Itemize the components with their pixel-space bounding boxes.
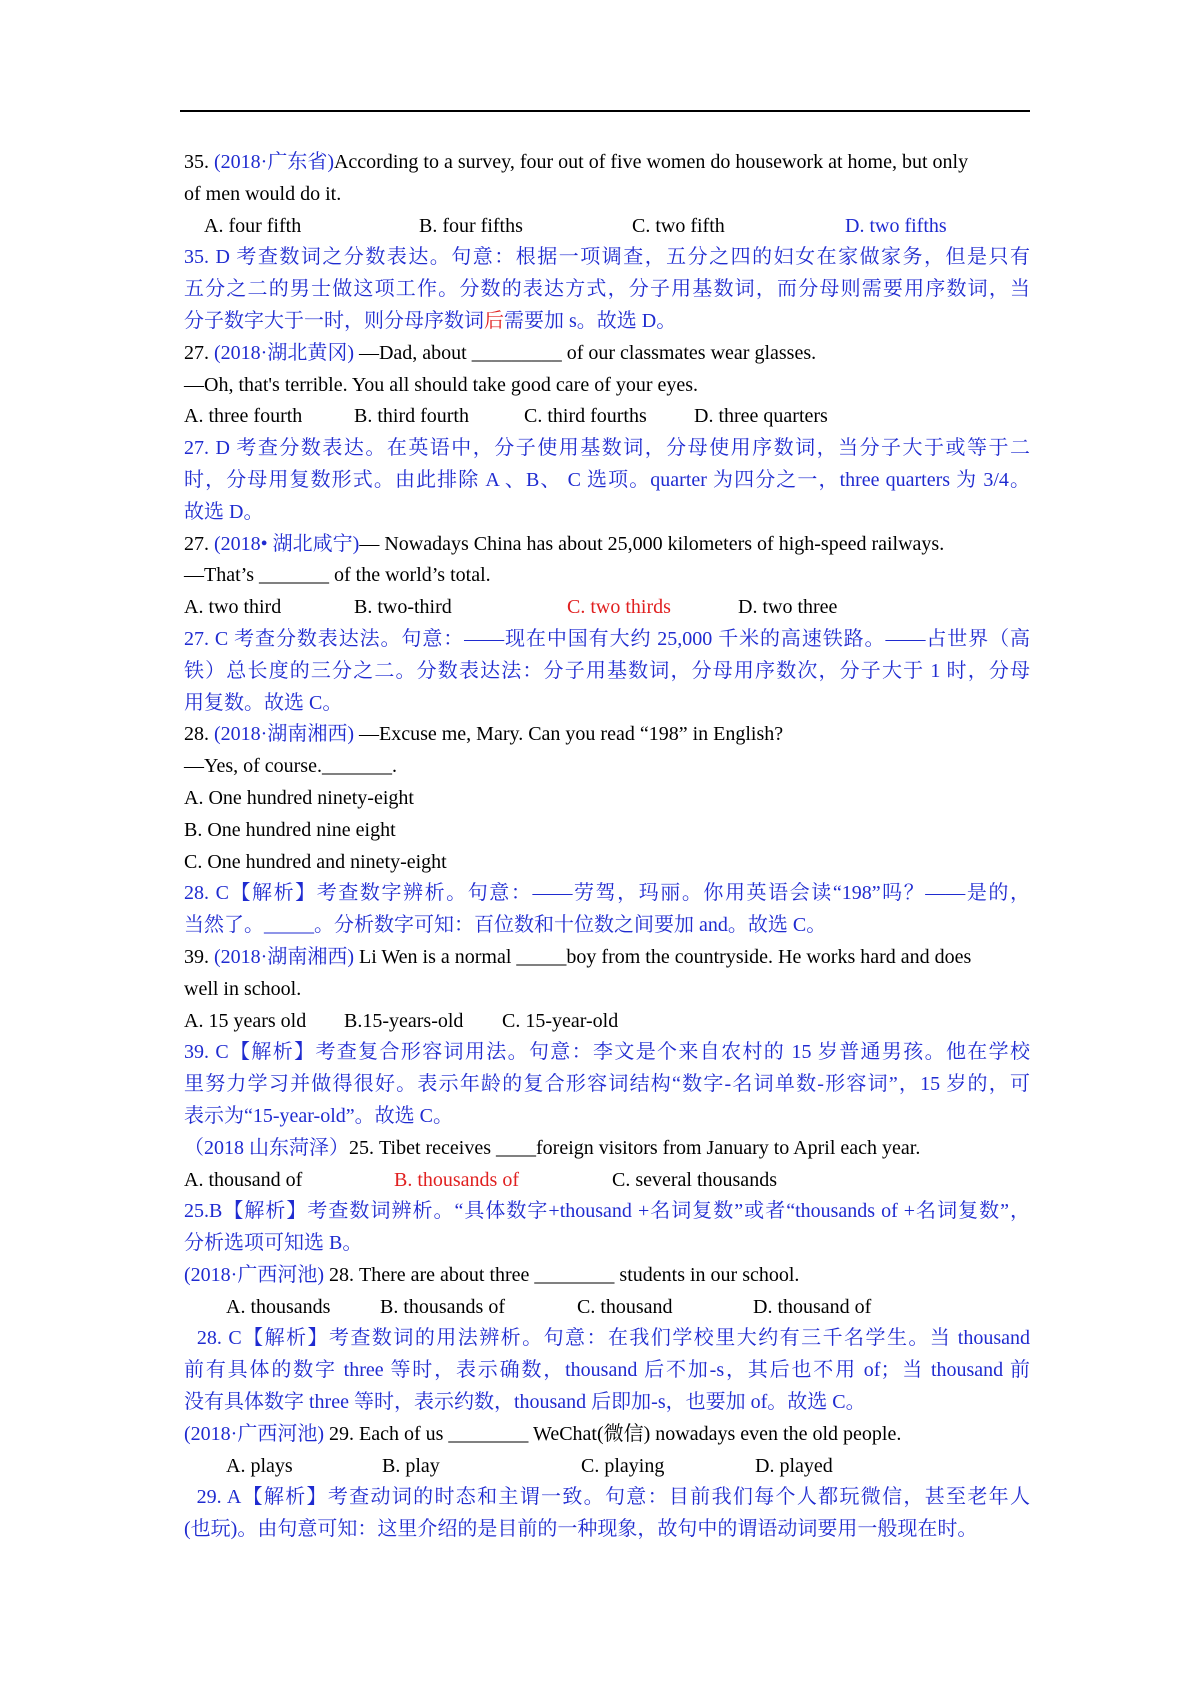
- options-row: [184, 1451, 1030, 1483]
- question-text-cont: —Yes, of course._______.: [184, 755, 397, 778]
- source-tag: （2018 山东菏泽）: [184, 1136, 349, 1159]
- option-d: D. played: [755, 1454, 833, 1477]
- option-b: B. thousands of: [394, 1168, 519, 1191]
- question-27-xianning: [184, 529, 1030, 561]
- option-c: C. third fourths: [524, 405, 647, 428]
- question-text-cont: —Oh, that's terrible. You all should take good care of your eyes.: [184, 373, 699, 396]
- option-b: B. play: [382, 1454, 440, 1477]
- option-a: A. two third: [184, 596, 282, 619]
- source-tag: (2018• 湖北咸宁): [214, 532, 360, 555]
- question-28-hechi: [184, 1260, 1030, 1292]
- question-27-huanggang: [184, 338, 1030, 370]
- option-a: A. thousand of: [184, 1168, 303, 1191]
- analysis-line: 用复数。故选 C。: [184, 691, 343, 714]
- source-tag: (2018·广西河池): [184, 1422, 324, 1445]
- source-tag: (2018·湖南湘西): [214, 945, 354, 968]
- options-row: [184, 1006, 1030, 1038]
- option-b: B. four fifths: [419, 214, 523, 237]
- analysis-line: 当然了。_____。分析数字可知：百位数和十位数之间要加 and。故选 C。: [184, 914, 827, 937]
- analysis-line: (也玩)。由句意可知：这里介绍的是目前的一种现象，故句中的谓语动词要用一般现在时。: [184, 1518, 978, 1541]
- analysis-line: 27. D 考查分数表达。在英语中，分子使用基数词，分母使用序数词，当分子大于或等于二: [184, 437, 1030, 460]
- options-row: [184, 211, 1030, 243]
- question-text: According to a survey, four out of five women do housework at home, but only: [333, 151, 969, 173]
- option-a: A. three fourth: [184, 405, 303, 428]
- question-text: Li Wen is a normal _____boy from the countryside. He works hard and does: [353, 945, 972, 968]
- option-a: A. plays: [226, 1454, 293, 1477]
- option-b: B. two-third: [354, 596, 452, 619]
- question-number: 39.: [184, 945, 209, 968]
- option-d: D. two three: [738, 596, 838, 619]
- source-tag: (2018·广东省): [214, 151, 334, 173]
- option-c: C. One hundred and ninety-eight: [184, 850, 447, 873]
- option-b: B. One hundred nine eight: [184, 818, 396, 841]
- analysis-line: 28. C【解析】考查数字辨析。句意：——劳驾，玛丽。你用英语会读“198”吗？——是的，: [184, 882, 1030, 905]
- option-a: A. 15 years old: [184, 1009, 307, 1032]
- option-b: B. thousands of: [380, 1295, 505, 1318]
- option-c: C. thousand: [577, 1295, 673, 1318]
- option-c: C. several thousands: [612, 1168, 777, 1191]
- question-number: 35.: [184, 151, 209, 173]
- document-body: [184, 147, 1030, 1546]
- option-c: C. 15-year-old: [502, 1009, 619, 1032]
- option-c: C. two thirds: [567, 596, 671, 619]
- analysis-line: 时，分母用复数形式。由此排除 A 、B、 C 选项。quarter 为四分之一，three quarters 为 3/4。: [184, 468, 1030, 491]
- option-d: D. three quarters: [694, 405, 828, 428]
- source-tag: (2018·湖北黄冈): [214, 341, 354, 364]
- option-b: B.15-years-old: [344, 1009, 464, 1032]
- analysis-line: 27. C 考查分数表达法。句意：——现在中国有大约 25,000 千米的高速铁路。——占世界（高: [184, 627, 1030, 650]
- question-text: 28. There are about three ________ students in our school.: [323, 1263, 800, 1286]
- options-row: [184, 592, 1030, 624]
- question-number: 27.: [184, 341, 209, 364]
- question-25: [184, 1133, 1030, 1165]
- question-text-cont: of men would do it.: [184, 182, 342, 205]
- analysis-line: 35. D 考查数词之分数表达。句意：根据一项调查，五分之四的妇女在家做家务，但是只有: [184, 246, 1030, 269]
- analysis-line: 没有具体数字 three 等时，表示约数，thousand 后即加-s，也要加 of。故选 C。: [184, 1391, 866, 1414]
- option-a: A. One hundred ninety-eight: [184, 786, 414, 809]
- question-text: —Dad, about _________ of our classmates wear glasses.: [353, 341, 817, 364]
- analysis-line: 28. C【解析】考查数词的用法辨析。句意：在我们学校里大约有三千名学生。当 thousand: [184, 1327, 1030, 1350]
- question-35: [184, 147, 1030, 179]
- option-c: C. playing: [581, 1454, 665, 1477]
- question-number: 28.: [184, 723, 209, 746]
- question-text: — Nowadays China has about 25,000 kilometers of high-speed railways.: [359, 532, 945, 555]
- question-text-cont: —That’s _______ of the world’s total.: [184, 564, 491, 587]
- analysis-line: 五分之二的男士做这项工作。分数的表达方式，分子用基数词，而分母则需要用序数词，当: [184, 278, 1030, 301]
- analysis-line: 前有具体的数字 three 等时，表示确数，thousand 后不加-s，其后也不用 of；当 thousand 前: [184, 1359, 1030, 1382]
- analysis-line: 25.B【解析】考查数词辨析。“具体数字+thousand +名词复数”或者“thousands of +名词复数”，: [184, 1200, 1030, 1223]
- option-a: A. thousands: [226, 1295, 331, 1318]
- header-rule: [180, 110, 1030, 112]
- analysis-line: 分析选项可知选 B。: [184, 1232, 363, 1255]
- question-29-hechi: [184, 1419, 1030, 1451]
- source-tag: (2018·广西河池): [184, 1263, 324, 1286]
- option-c: C. two fifth: [632, 214, 725, 237]
- question-text: 29. Each of us ________ WeChat(微信) nowadays even the old people.: [323, 1422, 902, 1445]
- analysis-line: 29. A【解析】考查动词的时态和主谓一致。句意：目前我们每个人都玩微信，甚至老年人: [184, 1486, 1030, 1509]
- question-39: [184, 942, 1030, 974]
- options-row: [184, 1165, 1030, 1197]
- question-text-cont: well in school.: [184, 977, 302, 1000]
- option-b: B. third fourth: [354, 405, 469, 428]
- question-text: —Excuse me, Mary. Can you read “198” in English?: [353, 723, 784, 746]
- analysis-line: 表示为“15-year-old”。故选 C。: [184, 1104, 453, 1127]
- analysis-line: 39. C【解析】考查复合形容词用法。句意：李文是个来自农村的 15 岁普通男孩。他在学校: [184, 1041, 1030, 1064]
- options-row: [184, 1292, 1030, 1324]
- analysis-line: 铁）总长度的三分之二。分数表达法：分子用基数词，分母用序数次，分子大于 1 时，分母: [184, 659, 1030, 682]
- source-tag: (2018·湖南湘西): [214, 723, 354, 746]
- analysis-line: 分子数字大于一时，则分母序数词后需要加 s。故选 D。: [184, 309, 677, 332]
- option-a: A. four fifth: [204, 214, 302, 237]
- analysis-line: 里努力学习并做得很好。表示年龄的复合形容词结构“数字-名词单数-形容词”，15 岁的，可: [184, 1073, 1030, 1096]
- analysis-line: 故选 D。: [184, 500, 264, 523]
- option-d: D. two fifths: [845, 214, 947, 237]
- question-28-xiangxi: [184, 719, 1030, 751]
- options-row: [184, 401, 1030, 433]
- option-d: D. thousand of: [753, 1295, 872, 1318]
- question-number: 27.: [184, 532, 209, 555]
- question-text: 25. Tibet receives ____foreign visitors from January to April each year.: [349, 1136, 921, 1159]
